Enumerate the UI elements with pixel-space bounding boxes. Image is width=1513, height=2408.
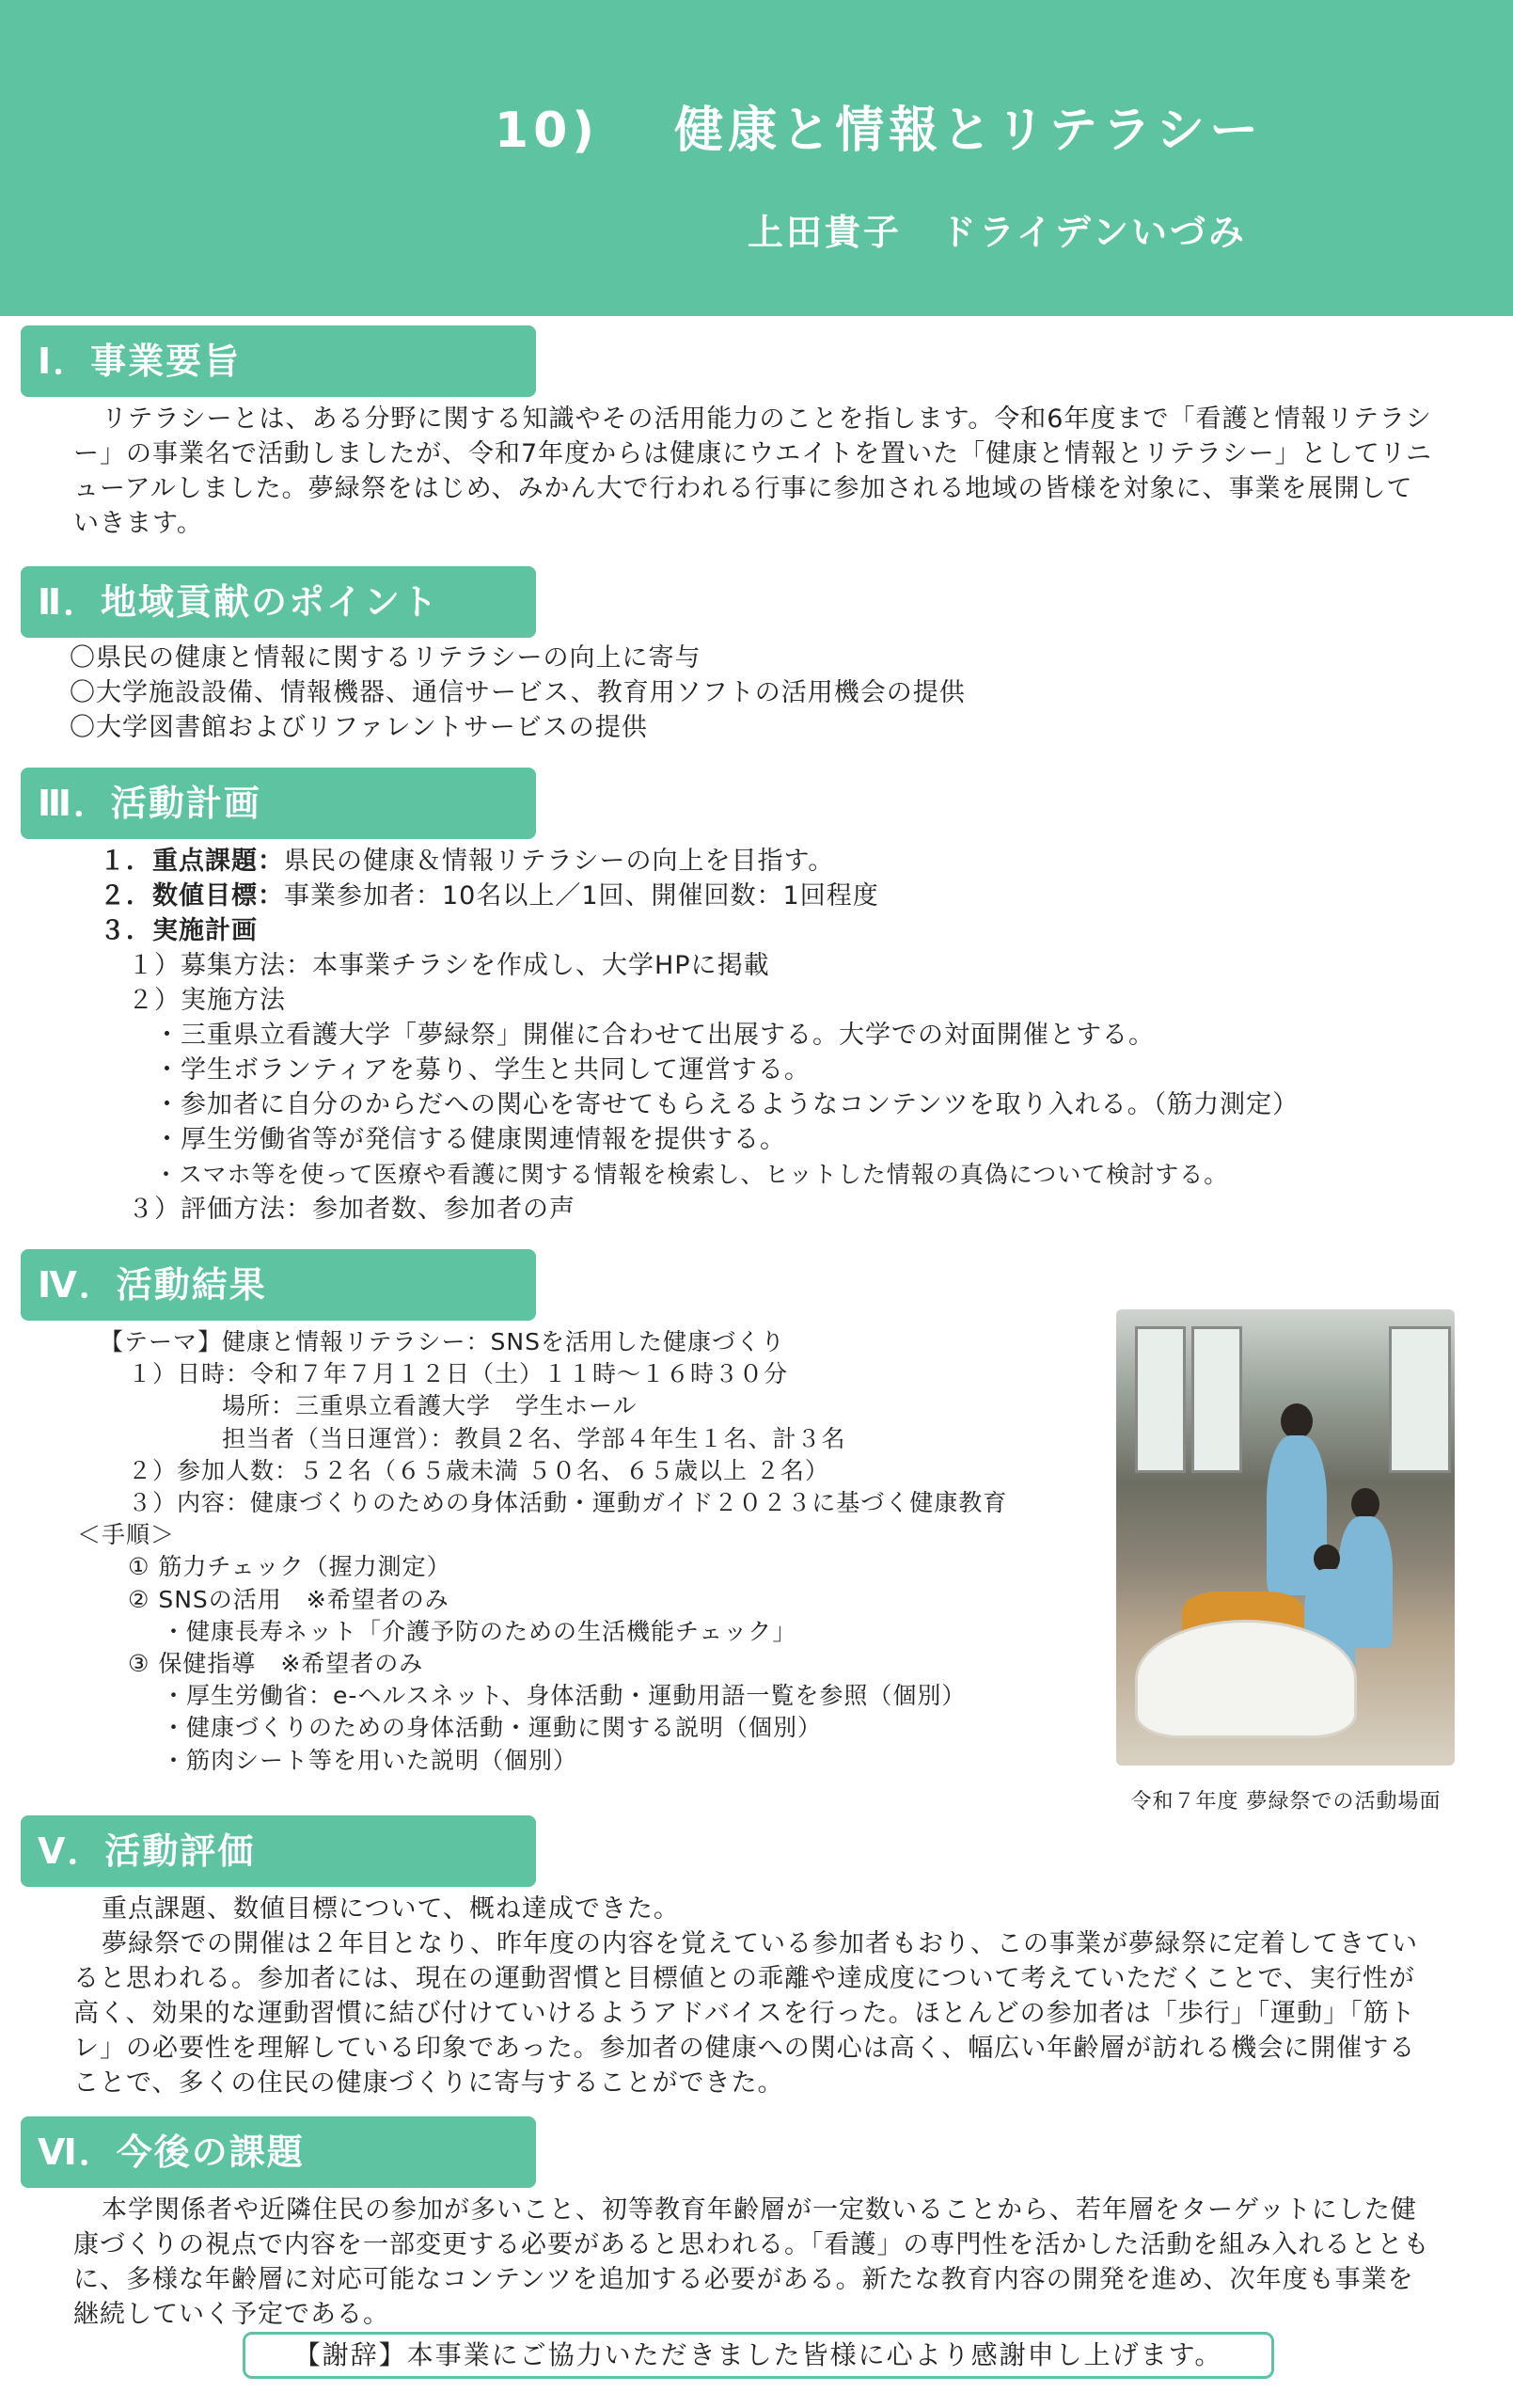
section-heading-3: Ⅲ．活動計画 bbox=[21, 768, 536, 839]
list-item: ② SNSの活用 ※希望者のみ bbox=[128, 1585, 449, 1613]
acknowledgement-box: 【謝辞】本事業にご協力いただきました皆様に心より感謝申し上げます。 bbox=[243, 2332, 1274, 2379]
authors: 上田貴子 ドライデンいづみ bbox=[747, 212, 1247, 253]
list-item: １）日時：令和７年７月１２日（土）１１時～１６時３０分 bbox=[128, 1360, 789, 1388]
page-header bbox=[0, 0, 1513, 316]
plan-item-2-text: 事業参加者：10名以上／1回、開催回数：1回程度 bbox=[284, 881, 879, 911]
plan-item-2 bbox=[70, 879, 1471, 913]
plan-item-3: ３．実施計画 bbox=[100, 916, 258, 945]
section-5-p2 bbox=[73, 1926, 1437, 2100]
photo-caption: 令和７年度 夢緑祭での活動場面 bbox=[1130, 1790, 1442, 1814]
list-item: ③ 保健指導 ※希望者のみ bbox=[128, 1650, 424, 1678]
list-item: ３）内容：健康づくりのための身体活動・運動ガイド２０２３に基づく健康教育 bbox=[128, 1489, 1008, 1517]
section-5-p1 bbox=[73, 1892, 1437, 1926]
list-item: 〇県民の健康と情報に関するリテラシーの向上に寄与 bbox=[70, 643, 701, 673]
section-heading-2: Ⅱ．地域貢献のポイント bbox=[21, 566, 536, 638]
section-5-p1-text: 重点課題、数値目標について、概ね達成できた。 bbox=[102, 1894, 680, 1924]
section-6-body: 本学関係者や近隣住民の参加が多いこと、初等教育年齢層が一定数いることから、若年層をターゲットにした健康づくりの視点で内容を一部変更する必要があると思われる。「看護」の専門性を活かした活動を組み入れるとともに、多様な年齢層に対応可能なコンテンツを追加する必要がある。新たな教育内容の開発を進め、次年度も事業を継続していく予定である。 bbox=[73, 2195, 1430, 2329]
list-item: ・参加者に自分のからだへの関心を寄せてもらえるようなコンテンツを取り入れる。（筋力測定） bbox=[154, 1090, 1300, 1119]
page-title: 10) 健康と情報とリテラシー bbox=[494, 103, 1264, 159]
list-item: ・健康づくりのための身体活動・運動に関する説明（個別） bbox=[162, 1714, 823, 1742]
section-heading-5: Ⅴ．活動評価 bbox=[21, 1815, 536, 1887]
list-item: ２）参加人数：５２名（６５歳未満 ５０名、６５歳以上 ２名） bbox=[128, 1456, 829, 1484]
section-heading-6: Ⅵ．今後の課題 bbox=[21, 2116, 536, 2188]
list-item: 場所：三重県立看護大学 学生ホール bbox=[222, 1392, 638, 1420]
plan-sub-1: １）募集方法：本事業チラシを作成し、大学HPに掲載 bbox=[128, 951, 770, 980]
list-item: ・厚生労働省等が発信する健康関連情報を提供する。 bbox=[154, 1125, 786, 1154]
list-item: ① 筋力チェック（握力測定） bbox=[128, 1553, 451, 1581]
section-1-body: リテラシーとは、ある分野に関する知識やその活用能力のことを指します。令和6年度まで「看護と情報リテラシー」の事業名で活動しましたが、令和7年度からは健康にウエイトを置いた「健康と情報とリテラシー」としてリニューアルしました。夢緑祭をはじめ、みかん大で行われる行事に参加される地域の皆様を対象に、事業を展開していきます。 bbox=[73, 404, 1433, 538]
section-1-text bbox=[73, 402, 1437, 541]
plan-item-1 bbox=[70, 844, 1471, 879]
plan-item-2-label: ２．数値目標： bbox=[100, 881, 284, 911]
list-item: 〇大学施設設備、情報機器、通信サービス、教育用ソフトの活用機会の提供 bbox=[70, 678, 966, 707]
list-item: ・厚生労働省：e-ヘルスネット、身体活動・運動用語一覧を参照（個別） bbox=[162, 1682, 967, 1710]
list-item: ・健康長寿ネット「介護予防のための生活機能チェック」 bbox=[162, 1617, 797, 1645]
section-2-list bbox=[70, 641, 1471, 745]
list-item: ・筋肉シート等を用いた説明（個別） bbox=[162, 1746, 578, 1774]
section-5-text bbox=[73, 1892, 1437, 2100]
list-item: ・スマホ等を使って医療や看護に関する情報を検索し、ヒットした情報の真偽について検討する。 bbox=[154, 1161, 1229, 1188]
list-item: 〇大学図書館およびリファレントサービスの提供 bbox=[70, 713, 648, 742]
list-item: ＜手順＞ bbox=[77, 1521, 176, 1549]
section-4-list bbox=[70, 1326, 1104, 1777]
list-item: 担当者（当日運営）：教員２名、学部４年生１名、計３名 bbox=[222, 1424, 846, 1452]
plan-sub-2: ２）実施方法 bbox=[128, 986, 286, 1015]
list-item: 【テーマ】健康と情報リテラシー：SNSを活用した健康づくり bbox=[100, 1328, 785, 1355]
list-item: ・三重県立看護大学「夢緑祭」開催に合わせて出展する。大学での対面開催とする。 bbox=[154, 1021, 1155, 1050]
plan-sub-3: ３）評価方法：参加者数、参加者の声 bbox=[128, 1195, 575, 1224]
plan-item-1-label: １．重点課題： bbox=[100, 847, 284, 876]
plan-item-1-text: 県民の健康＆情報リテラシーの向上を目指す。 bbox=[284, 847, 835, 876]
section-3-list bbox=[70, 844, 1471, 1227]
list-item: ・学生ボランティアを募り、学生と共同して運営する。 bbox=[154, 1055, 811, 1085]
section-heading-4: Ⅳ．活動結果 bbox=[21, 1249, 536, 1321]
section-heading-1: Ⅰ．事業要旨 bbox=[21, 325, 536, 397]
activity-photo bbox=[1116, 1309, 1455, 1766]
section-5-p2-text: 夢緑祭での開催は２年目となり、昨年度の内容を覚えている参加者もおり、この事業が夢緑祭に定着してきていると思われる。参加者には、現在の運動習慣と目標値との乖離や達成度について考えていただくことで、実行性が高く、効果的な運動習慣に結び付けていけるようアドバイスを行った。ほとんどの参加者は「歩行」「運動」「筋トレ」の必要性を理解している印象であった。参加者の健康への関心は高く、幅広い年齢層が訪れる機会に開催することで、多くの住民の健康づくりに寄与することができた。 bbox=[73, 1929, 1418, 2098]
section-6-text bbox=[73, 2193, 1437, 2332]
